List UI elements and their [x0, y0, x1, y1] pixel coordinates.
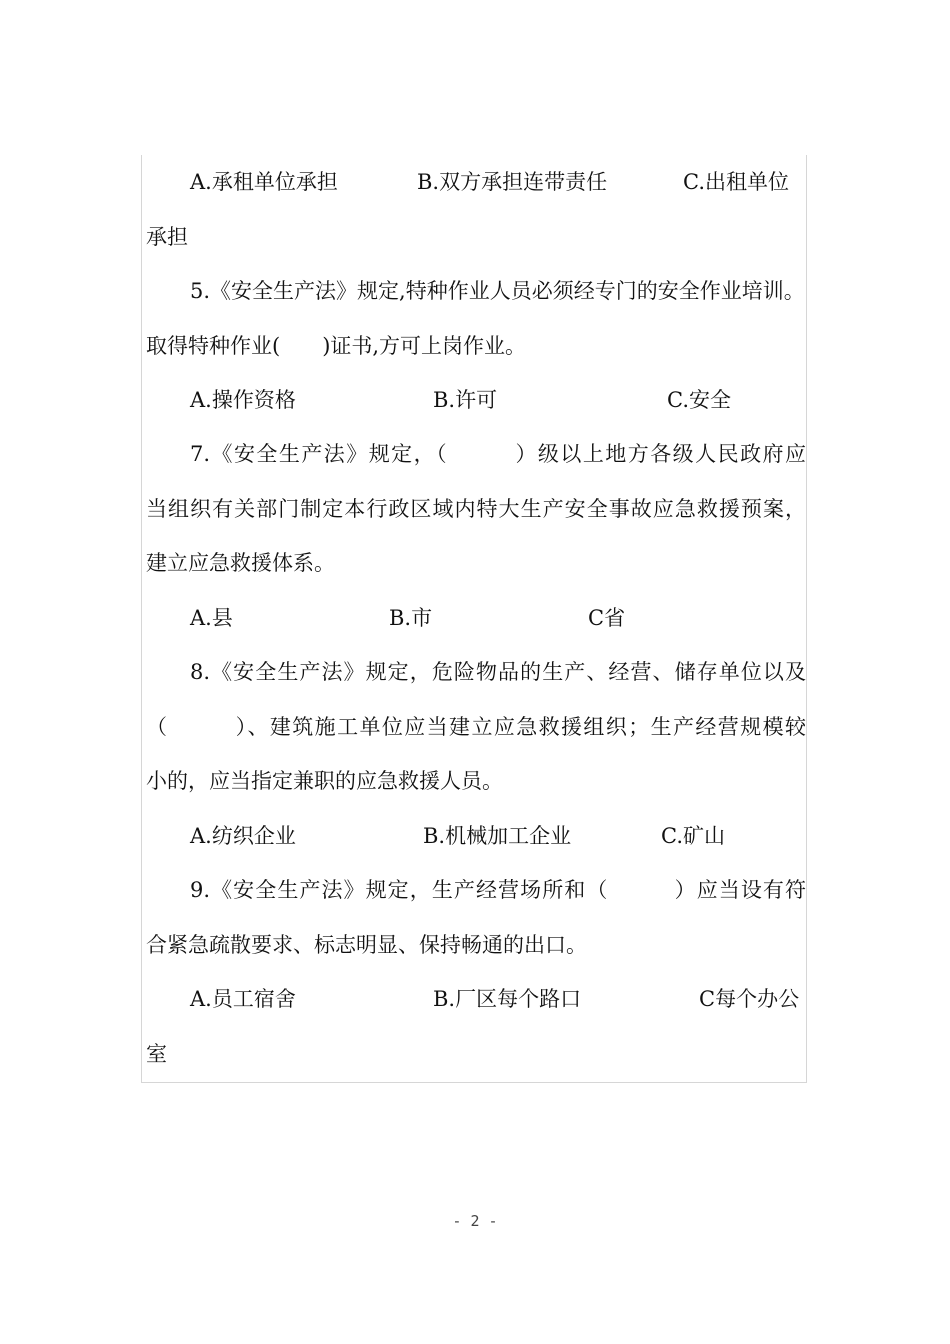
- q5-option-c: C.安全: [667, 388, 731, 412]
- q5-option-a: A.操作资格: [190, 388, 296, 412]
- q5-text-line-2: 取得特种作业( )证书,方可上岗作业。: [146, 334, 527, 358]
- q8-text-line-3: 小的，应当指定兼职的应急救援人员。: [146, 769, 503, 793]
- q9-text-line-2: 合紧急疏散要求、标志明显、保持畅通的出口。: [146, 933, 587, 957]
- q7-text-line-1: 7.《安全生产法》规定，（ ）级以上地方各级人民政府应: [190, 442, 806, 466]
- q4-option-b: B.双方承担连带责任: [417, 170, 608, 194]
- q8-option-a: A.纺织企业: [190, 824, 296, 848]
- q8-text-line-2: （ ）、建筑施工单位应当建立应急救援组织；生产经营规模较: [146, 715, 806, 739]
- q5-option-b: B.许可: [433, 388, 498, 412]
- q7-option-b: B.市: [389, 606, 433, 630]
- q7-option-c: C省: [588, 606, 626, 630]
- q8-text-line-1: 8.《安全生产法》规定，危险物品的生产、经营、储存单位以及: [190, 660, 806, 684]
- q8-option-b: B.机械加工企业: [423, 824, 572, 848]
- q5-text-line-1: 5.《安全生产法》规定,特种作业人员必须经专门的安全作业培训。: [190, 279, 805, 303]
- q7-text-line-3: 建立应急救援体系。: [146, 551, 335, 575]
- q9-option-c: C每个办公: [699, 987, 800, 1011]
- q4-option-c-continuation: 承担: [146, 225, 188, 249]
- q7-option-a: A.县: [190, 606, 233, 630]
- q8-option-c: C.矿山: [661, 824, 725, 848]
- q4-option-c: C.出租单位: [683, 170, 789, 194]
- page-number: - 2 -: [452, 1212, 498, 1230]
- q9-option-b: B.厂区每个路口: [433, 987, 582, 1011]
- q4-option-a: A.承租单位承担: [190, 170, 338, 194]
- q9-text-line-1: 9.《安全生产法》规定，生产经营场所和（ ）应当设有符: [190, 878, 806, 902]
- q9-option-c-continuation: 室: [146, 1042, 167, 1066]
- q9-option-a: A.员工宿舍: [190, 987, 296, 1011]
- q7-text-line-2: 当组织有关部门制定本行政区域内特大生产安全事故应急救援预案，: [146, 497, 806, 521]
